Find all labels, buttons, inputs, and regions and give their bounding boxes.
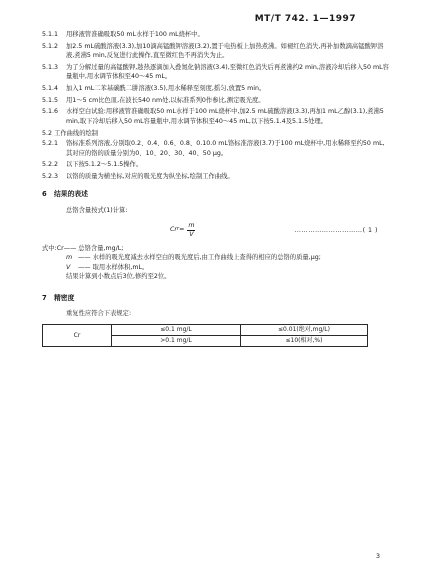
paragraph-group-5-1 [42, 30, 390, 126]
table-cell-condition: ≤0.1 mg/L [112, 325, 241, 336]
clause-paragraph [42, 96, 390, 106]
section-6-heading [42, 190, 390, 200]
formula-lhs-sub: r [177, 226, 180, 233]
table-row [43, 325, 368, 336]
result-note: 结果计算到小数点后3位,修约至2位。 [66, 273, 171, 281]
where-v-text: —— 取用水样体积,mL。 [78, 263, 149, 271]
formula-number-label: ( 1 ) [362, 226, 378, 234]
clause-paragraph [42, 30, 390, 40]
clause-number: 5.1.1 [42, 31, 59, 38]
page-number: 3 [375, 552, 380, 560]
clause-text: 加入1 mL二苯基碳酰二肼溶液(3.5),用水稀释至刻度,摇匀,放置5 min。 [66, 84, 266, 92]
precision-intro: 重复性应符合下表规定: [66, 310, 132, 318]
section-7-title: 精密度 [54, 293, 75, 302]
where-line-cr: Cr—— 总铬含量,mg/L; [56, 244, 124, 252]
clause-text: 用1～5 cm比色皿,在波长540 nm处,以标准系列0作参比,测定吸光度。 [66, 96, 265, 104]
clause-number: 5.1.5 [42, 96, 59, 104]
table-cell-requirement: ≤10(相对,%) [241, 336, 368, 347]
clause-number: 5.1.4 [42, 84, 59, 92]
clause-text: 用移液管准确吸取50 mL水样于100 mL烧杯中。 [66, 31, 204, 38]
clause-text: 为了分解过量的高锰酸钾,趁热逐滴加入叠氮化钠溶液(3.4),至微红色消失后再煮沸约2 min,溶液冷却后移入50 mL容量瓶中,用水调节体积至40～45 mL。 [66, 63, 389, 81]
where-m-symbol: m [66, 254, 73, 262]
standard-number: MT/T 742. 1—1997 [254, 14, 356, 24]
table-cell-condition: >0.1 mg/L [112, 336, 241, 347]
clause-number: 5.1.2 [42, 42, 59, 50]
precision-table [42, 324, 368, 347]
clause-paragraph [42, 63, 390, 82]
where-label: 式中: [42, 244, 57, 252]
clause-paragraph [42, 42, 390, 61]
section-5-2-heading: 5.2 工作曲线的绘制 [42, 130, 99, 138]
section-7-number: 7 [42, 293, 47, 302]
formula-numerator: m [188, 221, 195, 229]
clause-text: 加2.5 mL硫酸溶液(3.3),加10滴高锰酸钾溶液(3.2),置于电热板上加热煮沸。如褪红色消失,再补加数滴高锰酸钾溶液,煮沸5 min,反复进行此操作,直至微红色不再消失为止。 [66, 42, 384, 60]
where-m-text: —— 水样的吸光度减去水样空白的吸光度后,由工作曲线上查得的相应的总铬的质量,μg; [78, 254, 321, 262]
formula-1 [42, 220, 390, 244]
formula-dots: ………………………… [294, 226, 363, 234]
section-7-heading [42, 294, 390, 304]
formula-fraction [187, 222, 195, 239]
clause-number: 5.1.6 [42, 108, 59, 116]
formula-expression [170, 222, 195, 239]
clause-number: 5.2.3 [42, 172, 59, 180]
clause-paragraph [42, 160, 390, 170]
where-line-v [42, 263, 390, 273]
clause-number: 5.1.3 [42, 63, 59, 71]
clause-paragraph [42, 172, 390, 182]
clause-paragraph [42, 139, 390, 158]
section-6-number: 6 [42, 190, 47, 199]
clause-paragraph [42, 107, 390, 126]
formula-intro: 总铬含量按式(1)计算: [66, 206, 128, 214]
where-v-symbol: V [66, 263, 71, 271]
table-cell-element: Cr [43, 325, 112, 347]
where-line-m [42, 253, 390, 263]
clause-number: 5.2.2 [42, 161, 59, 169]
table-cell-requirement: ≤0.01(绝对,mg/L) [241, 325, 368, 336]
formula-equals: = [179, 226, 185, 234]
document-body [42, 30, 390, 347]
clause-text: 以下按5.1.2～5.1.5操作。 [66, 161, 143, 169]
where-lead [42, 244, 390, 254]
clause-text: 水样空白试验:用移液管准确吸取50 mL水样于100 mL烧杯中,加2.5 mL硫酸溶液(3.3),再加1 mL乙醇(3.1),煮沸5 min,取下冷却后移入50 mL容量瓶中,用水调节体积至40～45 mL,以下按5.1.4及5.1.5处理。 [66, 108, 384, 125]
formula-denominator: V [189, 230, 194, 238]
clause-number: 5.2.1 [42, 139, 59, 147]
clause-text: 铬标准系列溶液,分别取0.2、0.4、0.6、0.8、0.10.0 mL铬标准溶液(3.7)于100 mL烧杯中,用水稀释至约50 mL,其对应的铬的质量分别为0、10、20、30、40、50 μg。 [66, 139, 385, 157]
clause-paragraph [42, 84, 390, 94]
section-6-title: 结果的表述 [54, 190, 88, 199]
paragraph-group-5-2 [42, 139, 390, 181]
clause-text: 以铬的质量为横坐标,对应的吸光度为纵坐标,绘制工作曲线。 [66, 172, 234, 180]
formula-lhs: Cr [170, 226, 177, 234]
formula-number [295, 226, 378, 236]
